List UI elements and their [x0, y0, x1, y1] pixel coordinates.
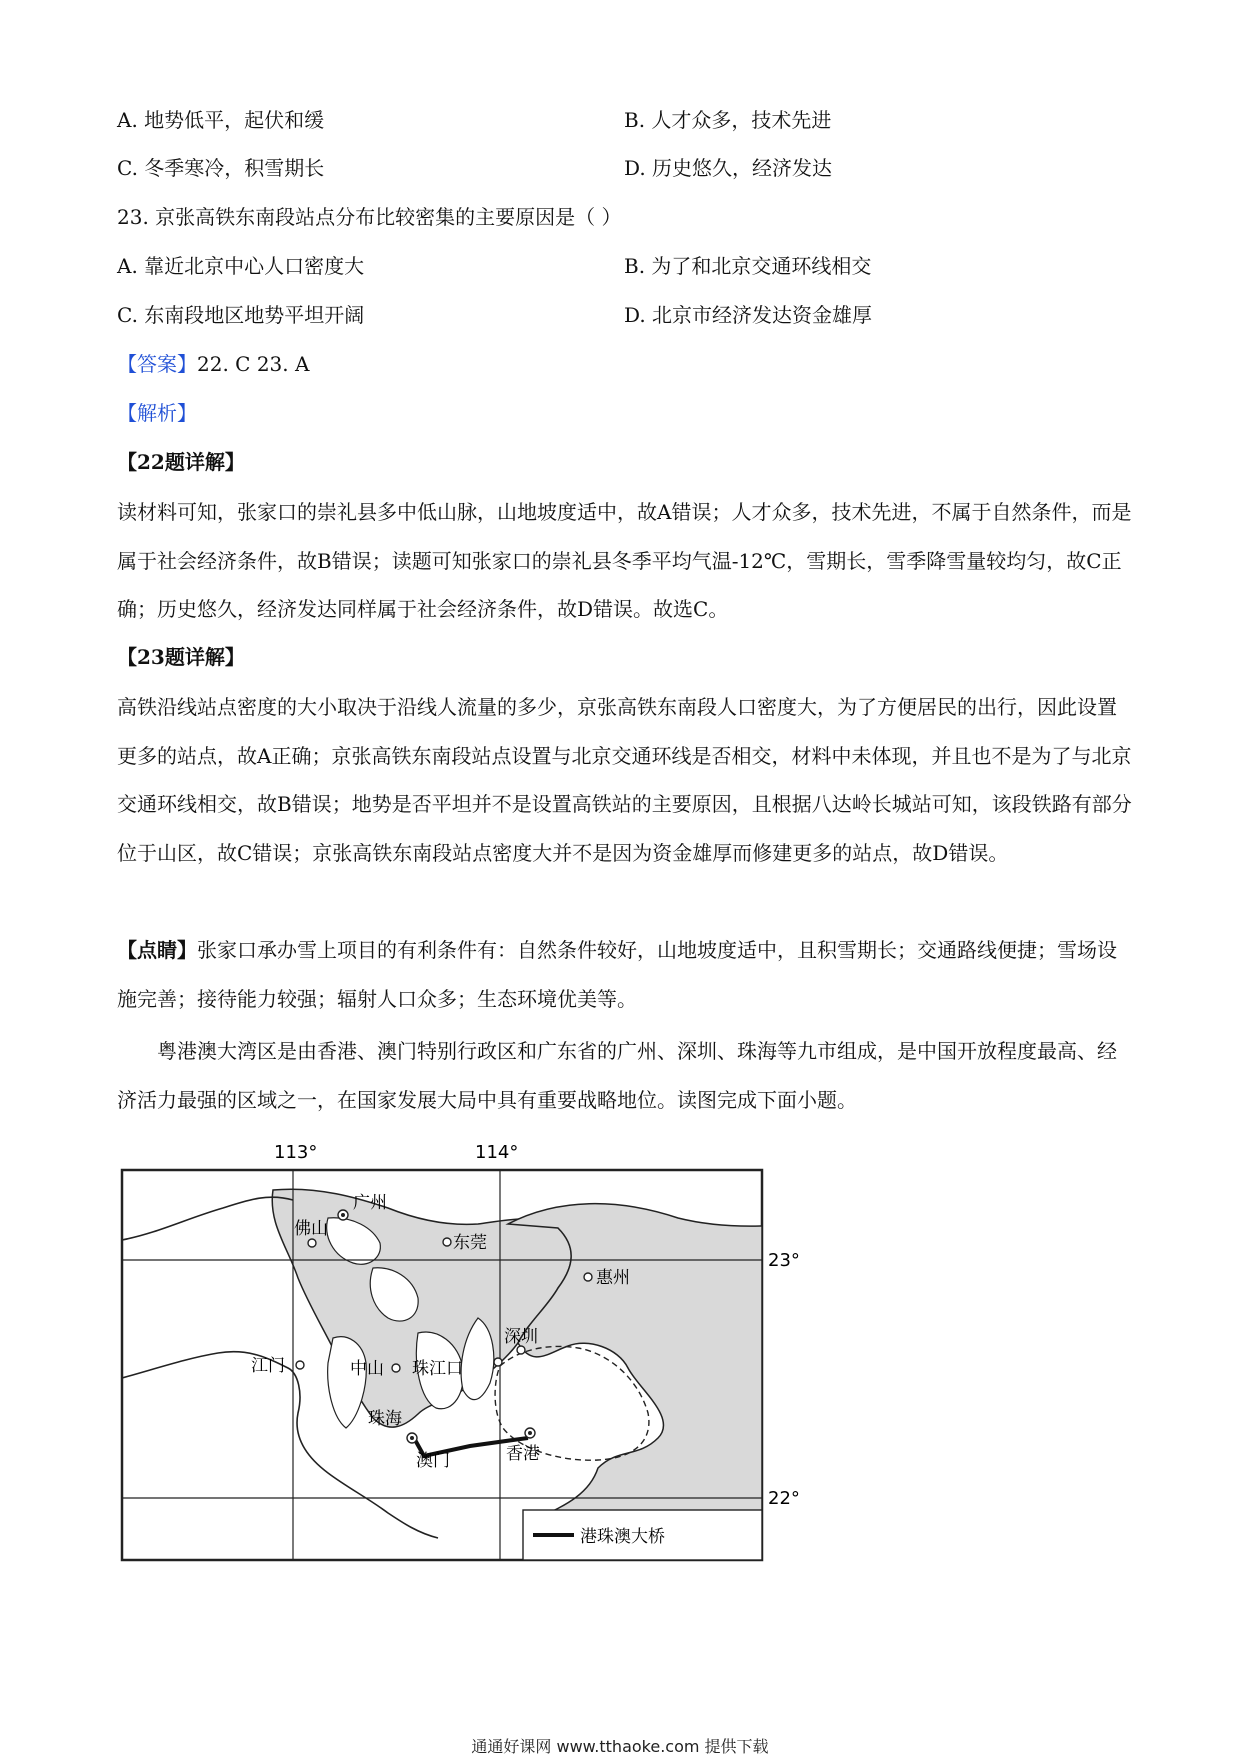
q23-detail-body: 高铁沿线站点密度的大小取决于沿线人流量的多少，京张高铁东南段人口密度大，为了方便居民的出行，因此设置更多的站点，故A正确；京张高铁东南段站点设置与北京交通环线是否相交，材料中未体现，并且也不是为了与北京交通环线相交，故B错误；地势是否平坦并不是设置高铁站的主要原因，且根据八达岭长城站可知，该段铁路有部分位于山区，故C错误；京张高铁东南段站点密度大并不是因为资金雄厚而修建更多的站点，故D错误。	[117, 695, 1132, 865]
lon-113-label: 113°	[274, 1142, 318, 1163]
greater-bay-area-map	[118, 1128, 818, 1566]
answer-text: 22. C 23. A	[197, 352, 310, 376]
analysis-label: 【解析】	[117, 401, 197, 425]
q22-option-a: A. 地势低平，起伏和缓	[117, 108, 325, 132]
city-macao: 澳门	[416, 1451, 450, 1471]
q23-detail-title: 【23题详解】	[117, 645, 245, 669]
q22-detail-body: 读材料可知，张家口的崇礼县多中低山脉，山地坡度适中，故A错误；人才众多，技术先进，不属于自然条件，而是属于社会经济条件，故B错误；读题可知张家口的崇礼县冬季平均气温-12℃，雪期长，雪季降雪量较均匀，故C正确；历史悠久，经济发达同样属于社会经济条件，故D错误。故选C。	[117, 500, 1132, 621]
city-foshan: 佛山	[294, 1219, 328, 1239]
q22-option-c: C. 冬季寒冷，积雪期长	[117, 156, 325, 180]
tip-paragraph	[117, 926, 1133, 1023]
answer-line	[117, 350, 309, 378]
city-hongkong: 香港	[506, 1444, 540, 1464]
tip-label: 【点睛】	[117, 938, 197, 962]
city-guangzhou: 广州	[353, 1193, 387, 1213]
page-footer: 通通好课网 www.tthaoke.com 提供下载	[471, 1737, 769, 1756]
lat-23-label: 23°	[768, 1250, 800, 1271]
q23-option-b: B. 为了和北京交通环线相交	[624, 254, 872, 278]
intro-paragraph: 粤港澳大湾区是由香港、澳门特别行政区和广东省的广州、深圳、珠海等九市组成，是中国开放程度最高、经济活力最强的区域之一，在国家发展大局中具有重要战略地位。读图完成下面小题。	[117, 1039, 1117, 1112]
city-jiangmen: 江门	[251, 1356, 285, 1376]
city-pearl-river-mouth: 珠江口	[412, 1359, 463, 1379]
q22-option-d: D. 历史悠久，经济发达	[624, 156, 833, 180]
q23-stem: 23. 京张高铁东南段站点分布比较密集的主要原因是（ ）	[117, 205, 622, 229]
q23-option-a: A. 靠近北京中心人口密度大	[117, 254, 365, 278]
city-huizhou: 惠州	[596, 1268, 630, 1288]
q22-option-b: B. 人才众多，技术先进	[624, 108, 832, 132]
lat-22-label: 22°	[768, 1488, 800, 1509]
legend-bridge-label: 港珠澳大桥	[580, 1527, 665, 1547]
city-zhuhai: 珠海	[368, 1409, 402, 1429]
q23-option-c: C. 东南段地区地势平坦开阔	[117, 303, 365, 327]
city-shenzhen: 深圳	[504, 1327, 538, 1347]
city-dongguan: 东莞	[453, 1233, 487, 1253]
answer-label: 【答案】	[117, 352, 197, 376]
tip-body: 张家口承办雪上项目的有利条件有：自然条件较好，山地坡度适中，且积雪期长；交通路线便捷；雪场设施完善；接待能力较强；辐射人口众多；生态环境优美等。	[117, 938, 1117, 1011]
q23-option-d: D. 北京市经济发达资金雄厚	[624, 303, 873, 327]
city-zhongshan: 中山	[350, 1359, 384, 1379]
q22-detail-title: 【22题详解】	[117, 450, 245, 474]
lon-114-label: 114°	[475, 1142, 519, 1163]
